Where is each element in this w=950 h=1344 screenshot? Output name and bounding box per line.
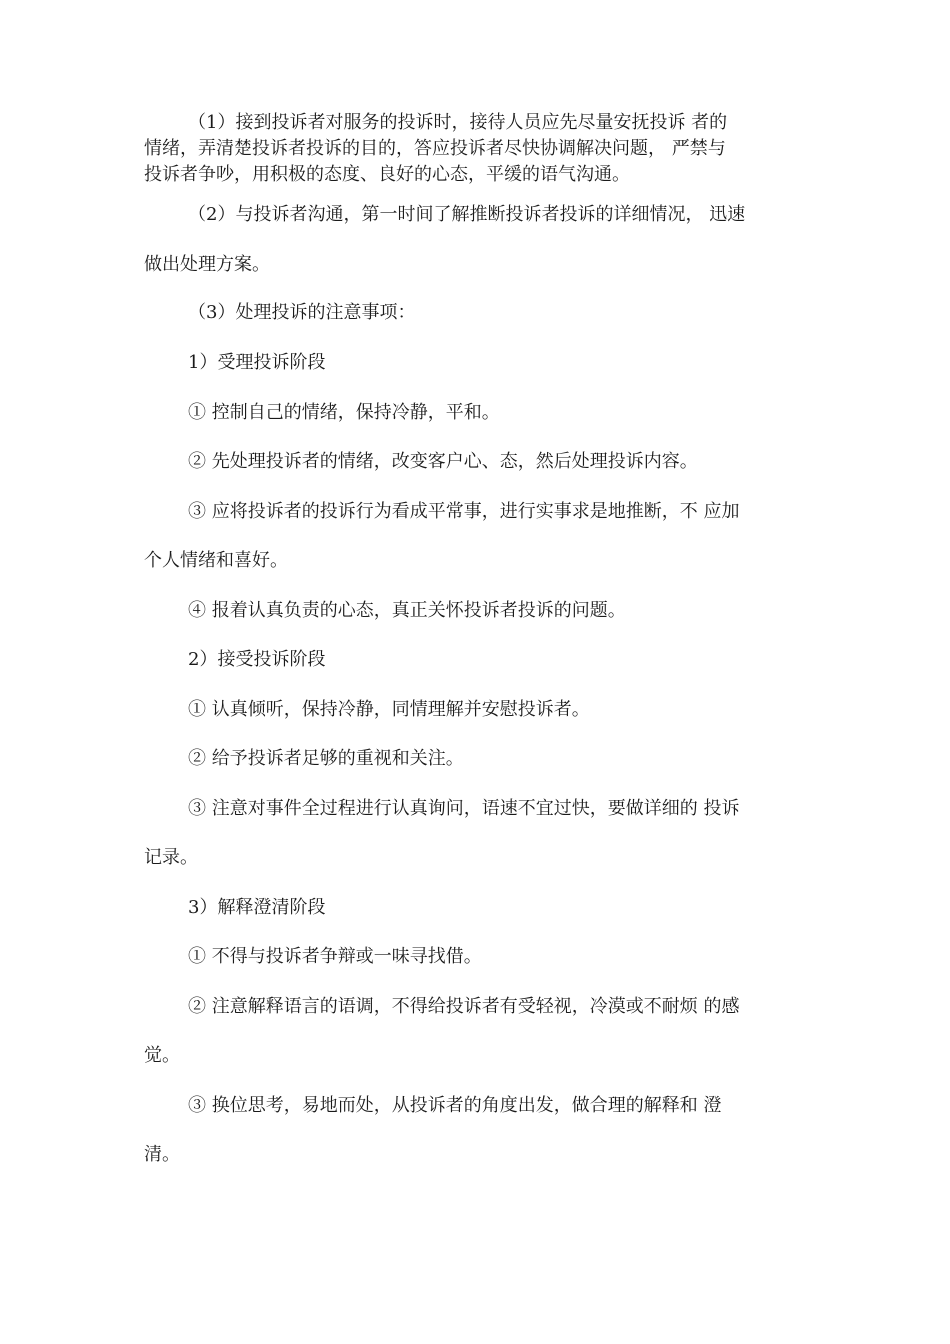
paragraph-2-line-1: （2）与投诉者沟通，第一时间了解推断投诉者投诉的详细情况， 迅速 xyxy=(188,204,746,225)
section-1-item-1: ① 控制自己的情绪，保持冷静，平和。 xyxy=(188,402,500,423)
section-1-item-4: ④ 报着认真负责的心态，真正关怀投诉者投诉的问题。 xyxy=(188,600,626,621)
section-2-item-3-line-2: 记录。 xyxy=(144,847,198,868)
section-2-title: 2）接受投诉阶段 xyxy=(188,649,326,670)
section-3-item-1: ① 不得与投诉者争辩或一味寻找借。 xyxy=(188,946,482,967)
section-1-item-3-line-1: ③ 应将投诉者的投诉行为看成平常事，进行实事求是地推断，不 应加 xyxy=(188,501,740,522)
section-1-item-3-line-2: 个人情绪和喜好。 xyxy=(144,550,288,571)
section-3-item-3-line-2: 清。 xyxy=(144,1144,180,1165)
section-3-item-2-line-1: ② 注意解释语言的语调，不得给投诉者有受轻视，冷漠或不耐烦 的感 xyxy=(188,996,740,1017)
section-2-item-3-line-1: ③ 注意对事件全过程进行认真询问，语速不宜过快，要做详细的 投诉 xyxy=(188,798,740,819)
section-1-title: 1）受理投诉阶段 xyxy=(188,352,326,373)
paragraph-1-line-1: （1）接到投诉者对服务的投诉时，接待人员应先尽量安抚投诉 者的 xyxy=(188,112,728,133)
section-2-item-1: ① 认真倾听，保持冷静，同情理解并安慰投诉者。 xyxy=(188,699,590,720)
section-1-item-2: ② 先处理投诉者的情绪，改变客户心、态，然后处理投诉内容。 xyxy=(188,451,698,472)
paragraph-2-line-2: 做出处理方案。 xyxy=(144,254,270,275)
paragraph-1-line-3: 投诉者争吵，用积极的态度、良好的心态，平缓的语气沟通。 xyxy=(144,164,630,185)
paragraph-3: （3）处理投诉的注意事项： xyxy=(188,302,416,323)
paragraph-1 xyxy=(144,110,818,188)
section-3-item-2-line-2: 觉。 xyxy=(144,1045,180,1066)
section-3-title: 3）解释澄清阶段 xyxy=(188,897,326,918)
paragraph-1-line-2: 情绪，弄清楚投诉者投诉的目的，答应投诉者尽快协调解决问题， 严禁与 xyxy=(144,138,726,159)
section-2-item-2: ② 给予投诉者足够的重视和关注。 xyxy=(188,748,464,769)
section-3-item-3-line-1: ③ 换位思考，易地而处，从投诉者的角度出发，做合理的解释和 澄 xyxy=(188,1095,722,1116)
